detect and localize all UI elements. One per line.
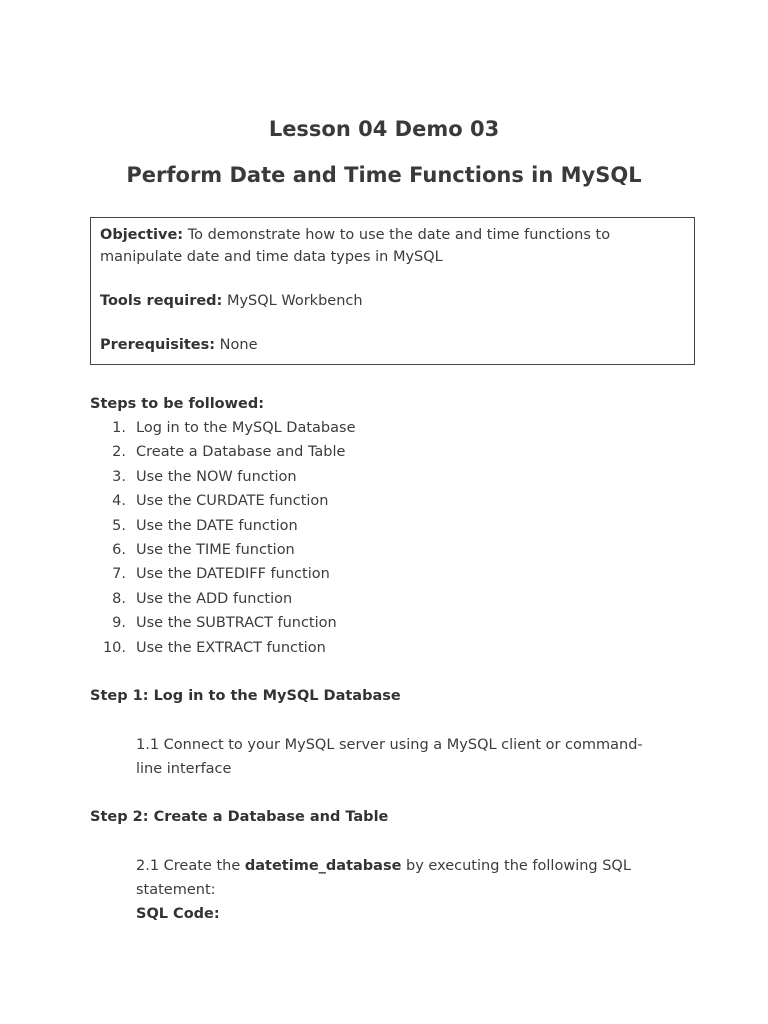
prerequisites-line [100, 334, 685, 356]
list-item-text: Log in to the MySQL Database [136, 420, 356, 436]
list-item-number: 7. [112, 566, 126, 583]
list-item-number: 6. [112, 541, 126, 558]
step-2-heading: Step 2: Create a Database and Table [90, 809, 389, 825]
tools-label: Tools required: [100, 293, 223, 309]
list-item [90, 611, 690, 635]
list-item [90, 562, 690, 586]
list-item [90, 416, 690, 440]
tools-line [100, 290, 685, 312]
objective-box [90, 217, 695, 365]
prerequisites-text: None [215, 337, 258, 353]
list-item-number: 5. [112, 517, 126, 534]
step-2-1-suffix: by executing the following SQL statement: [136, 858, 631, 898]
list-item-text: Use the ADD function [136, 590, 293, 607]
list-item [90, 538, 690, 562]
list-item-number: 1. [112, 420, 126, 436]
objective-text: To demonstrate how to use the date and time functions to manipulate date and time data types in MySQL [100, 227, 611, 265]
list-item-number: 4. [112, 493, 126, 510]
list-item [90, 440, 690, 464]
list-item [90, 465, 690, 489]
list-item-number: 9. [112, 615, 126, 632]
objective-label: Objective: [100, 227, 184, 243]
list-item-number: 3. [112, 468, 126, 485]
list-item-text: Use the CURDATE function [136, 493, 329, 510]
list-item-number: 2. [112, 444, 126, 461]
steps-list [90, 416, 690, 660]
list-item-number: 8. [112, 590, 126, 607]
list-item-text: Use the NOW function [136, 468, 297, 485]
sql-code-label: SQL Code: [136, 906, 220, 922]
step-1-heading: Step 1: Log in to the MySQL Database [90, 688, 401, 704]
step-2-1-prefix: 2.1 Create the [136, 858, 245, 874]
lesson-title: Lesson 04 Demo 03 [268, 117, 500, 141]
list-item-text: Use the EXTRACT function [136, 639, 326, 656]
list-item-number: 10. [102, 639, 126, 656]
document-subtitle: Perform Date and Time Functions in MySQL [126, 163, 642, 187]
tools-text: MySQL Workbench [222, 293, 363, 309]
objective-line [100, 224, 685, 268]
list-item-text: Create a Database and Table [136, 444, 346, 461]
list-item-text: Use the DATEDIFF function [136, 566, 330, 583]
list-item-text: Use the DATE function [136, 517, 298, 534]
list-item-text: Use the TIME function [136, 541, 295, 558]
database-name: datetime_database [244, 858, 402, 874]
list-item [90, 587, 690, 611]
list-item-text: Use the SUBTRACT function [136, 615, 337, 632]
prerequisites-label: Prerequisites: [100, 337, 216, 353]
step-2-1-text [136, 854, 656, 902]
steps-heading: Steps to be followed: [90, 396, 265, 412]
step-1-1-text: 1.1 Connect to your MySQL server using a MySQL client or command-line interface [136, 737, 643, 777]
list-item [90, 636, 690, 660]
list-item [90, 489, 690, 513]
list-item [90, 514, 690, 538]
